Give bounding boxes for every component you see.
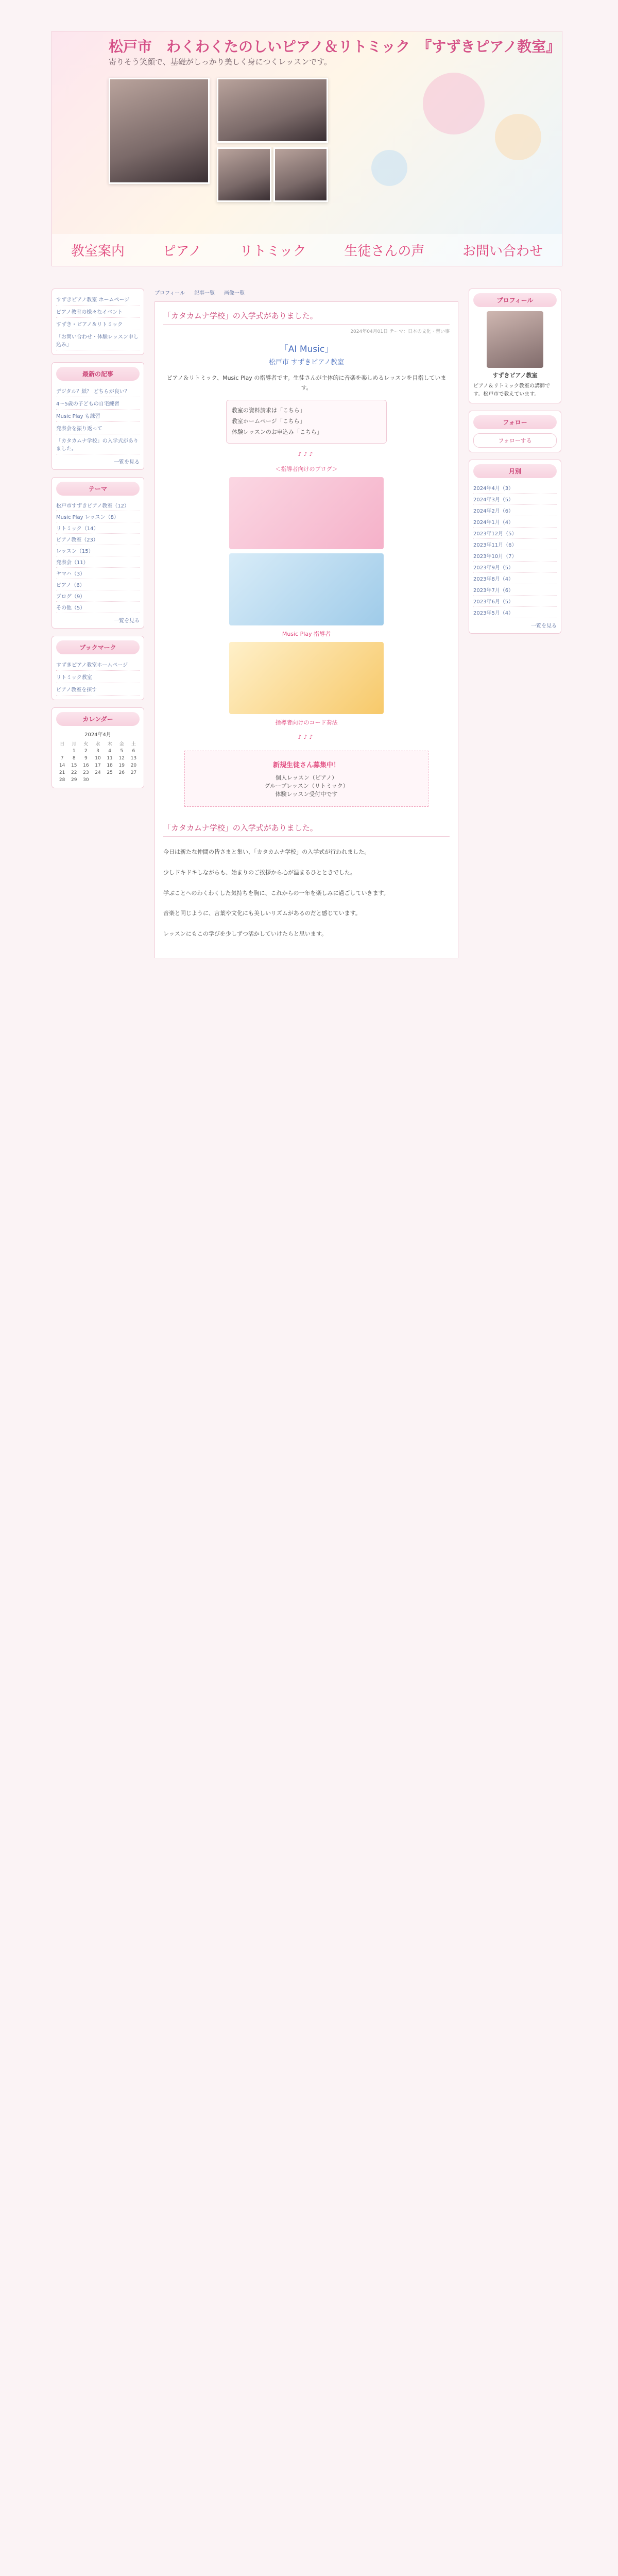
archive-link[interactable]: 2023年6月（5） [473,596,557,607]
calendar-day[interactable]: 29 [71,777,77,783]
article [154,301,458,958]
calendar-day[interactable]: 19 [118,763,125,768]
lesson-photo [217,147,271,202]
calendar-day[interactable]: 25 [107,770,113,775]
separator: ♪♪♪ [298,734,315,741]
bookmark-link[interactable]: リトミック教室 [56,671,140,683]
calendar-day[interactable]: 30 [83,777,89,783]
main-content [154,289,458,958]
calendar-table [56,740,140,784]
new-article-link[interactable]: 発表会を振り返って [56,422,140,434]
calendar-day [116,776,128,784]
header-nav [52,234,562,266]
more-link[interactable]: 一覧を見る [114,460,140,465]
calendar-weekday: 木 [107,742,112,747]
calendar-day[interactable]: 14 [59,763,65,768]
body-paragraph: 少しドキドキしながらも、始まりのご挨拶から心が温まるひとときでした。 [163,869,356,876]
caption-music-play: Music Play 指導者 [282,631,331,638]
link-homepage[interactable]: 教室ホームページ「こちら」 [232,418,305,425]
theme-title: テーマ [56,482,140,496]
calendar-day[interactable]: 24 [95,770,101,775]
theme-link[interactable]: レッスン（15） [56,545,140,556]
body-paragraph: 音楽と同じように、言葉や文化にも美しいリズムがあるのだと感じています。 [163,910,361,917]
calendar-day[interactable]: 9 [84,756,88,761]
calendar-day [128,776,140,784]
separator: ♪♪♪ [298,451,315,458]
calendar-day[interactable]: 28 [59,777,65,783]
more-link[interactable]: 一覧を見る [531,623,557,629]
article-title[interactable]: 「カタカムナ学校」の入学式がありました。 [163,310,450,325]
theme-link[interactable]: リトミック（14） [56,522,140,534]
bokeh-decor [423,73,485,134]
banner-image[interactable] [229,553,384,625]
link-brochure[interactable]: 教室の資料請求は「こちら」 [232,407,305,414]
theme-link[interactable]: 発表会（11） [56,556,140,568]
archive-link[interactable]: 2023年12月（5） [473,528,557,539]
calendar-weekday: 日 [60,742,65,747]
body-paragraph: レッスンにもこの学びを少しずつ活かしていけたらと思います。 [163,930,328,938]
ai-music-title: 「AI Music」 [279,344,334,354]
crumb-articles[interactable]: 記事一覧 [194,291,215,296]
calendar-box [52,707,144,788]
bokeh-decor [371,150,407,186]
caption-teacher-blog: ＜指導者向けのブログ＞ [275,466,338,473]
calendar-day[interactable]: 11 [107,756,113,761]
banner-image[interactable] [229,477,384,549]
calendar-month: 2024年4月 [84,732,111,738]
archive-title: 月別 [473,464,557,478]
archive-link[interactable]: 2023年9月（5） [473,562,557,573]
follow-title: フォロー [473,415,557,429]
archive-link[interactable]: 2024年4月（3） [473,482,557,494]
site-header [52,31,562,266]
calendar-weekday: 金 [119,742,124,747]
calendar-day[interactable]: 21 [59,770,65,775]
new-article-link[interactable]: 4〜5歳の子どもの自宅練習 [56,397,140,410]
profile-name[interactable]: すずきピアノ教室 [492,372,538,379]
quick-link[interactable]: すずきピアノ教室 ホームページ [56,293,140,306]
recruit-title: 新規生徒さん募集中！ [272,761,340,770]
header-title[interactable]: 松戸市 わくわくたのしいピアノ＆リトミック 『すずきピアノ教室』 [109,38,561,55]
new-article-link[interactable]: デジタル？紙？ どちらが良い？ [56,385,140,397]
follow-button[interactable]: フォローする [473,433,557,448]
calendar-weekday: 月 [72,742,77,747]
calendar-day[interactable]: 2 [84,749,88,754]
calendar-day[interactable]: 12 [118,756,125,761]
theme-link[interactable]: 松戸市すずきピアノ教室（12） [56,500,140,511]
banner-image[interactable] [229,642,384,714]
ai-music-subtitle: 松戸市 すずきピアノ教室 [268,359,345,366]
theme-link[interactable]: ブログ（9） [56,590,140,602]
profile-desc: ピアノ＆リトミック教室の講師です。松戸市で教えています。 [473,383,550,397]
link-box [226,400,387,444]
calendar-day[interactable]: 8 [72,756,76,761]
archive-link[interactable]: 2023年10月（7） [473,550,557,562]
nav-rhythmic[interactable]: リトミック [239,243,306,259]
theme-link[interactable]: ピアノ（6） [56,579,140,590]
theme-link[interactable]: Music Play レッスン（8） [56,511,140,522]
bokeh-decor [495,114,541,160]
quick-links [52,289,144,355]
bookmark-link[interactable]: すずきピアノ教室ホームページ [56,658,140,671]
calendar-day[interactable]: 18 [107,763,113,768]
archive-box [469,460,561,634]
calendar-day[interactable]: 17 [95,763,101,768]
new-articles [52,362,144,470]
archive-link[interactable]: 2023年11月（6） [473,539,557,550]
calendar-day[interactable]: 22 [71,770,77,775]
calendar-day[interactable]: 16 [83,763,89,768]
nav-contact[interactable]: お問い合わせ [462,243,543,259]
quick-link[interactable]: すずき・ピアノ＆リトミック [56,318,140,330]
nav-classroom[interactable]: 教室案内 [71,243,125,259]
archive-link[interactable]: 2023年5月（4） [473,607,557,618]
nav-voices[interactable]: 生徒さんの声 [344,243,425,259]
teacher-photo [109,78,210,184]
calendar-day [92,776,104,784]
theme-link[interactable]: ヤマハ（3） [56,568,140,579]
main-crumbs [154,289,458,296]
link-trial[interactable]: 体験レッスンのお申込み「こちら」 [232,429,322,436]
calendar-day[interactable]: 23 [83,770,89,775]
quick-link[interactable]: 「お問い合わせ・体験レッスン申し込み」 [56,330,140,350]
left-sidebar [52,289,144,795]
calendar-day[interactable]: 4 [108,749,111,754]
calendar-day[interactable]: 3 [96,749,99,754]
body-paragraph: 学ぶことへのわくわくした気持ちを胸に、これからの一年を楽しみに過ごしていきます。 [163,889,389,896]
body-paragraph: 今日は新たな仲間の皆さまと集い、「カタカムナ学校」の入学式が行われました。 [163,849,370,856]
calendar-day[interactable]: 13 [130,756,137,761]
recruit-line[interactable]: 体験レッスン受付中です [275,791,338,798]
new-article-link[interactable]: Music Play も練習 [56,410,140,422]
profile-title: プロフィール [473,293,557,307]
calendar-day[interactable]: 1 [72,749,76,754]
recruit-line: 個人レッスン（ピアノ） [275,774,337,782]
new-articles-title: 最新の記事 [56,367,140,381]
crumb-profile[interactable]: プロフィール [154,291,185,296]
calendar-day [56,748,68,755]
theme-box [52,477,144,629]
calendar-day[interactable]: 15 [71,763,77,768]
calendar-day[interactable]: 5 [120,749,124,754]
right-sidebar [469,289,561,641]
lesson-photo [273,147,328,202]
archive-link[interactable]: 2023年7月（6） [473,584,557,596]
calendar-title: カレンダー [56,712,140,726]
calendar-weekday: 火 [83,742,89,747]
article-meta: 2024年04月01日 テーマ：日本の文化・習い事 [350,329,450,334]
recruit-box [184,751,428,807]
crumb-images[interactable]: 画像一覧 [224,291,245,296]
calendar-day[interactable]: 27 [130,770,137,775]
nav-piano[interactable]: ピアノ [162,243,202,259]
calendar-weekday: 水 [95,742,100,747]
calendar-day[interactable]: 7 [60,756,64,761]
bookmark-title: ブックマーク [56,640,140,654]
bookmark-box [52,636,144,700]
theme-link[interactable]: その他（5） [56,602,140,613]
header-subtitle: 寄りそう笑顔で、基礎がしっかり美しく身につくレッスンです。 [109,57,332,66]
new-article-link[interactable]: 「カタカムナ学校」の入学式がありました。 [56,434,140,454]
archive-link[interactable]: 2023年8月（4） [473,573,557,584]
quick-link[interactable]: ピアノ教室の様々なイベント [56,306,140,318]
body-heading: 「カタカムナ学校」の入学式がありました。 [163,822,450,837]
calendar-day[interactable]: 10 [95,756,101,761]
more-link[interactable]: 一覧を見る [114,618,140,624]
intro-text: ピアノ＆リトミック、Music Play の指導者です。生徒さんが主体的に音楽を楽しめるレッスンを目指しています。 [166,375,447,391]
theme-link[interactable]: ピアノ教室（23） [56,534,140,545]
calendar-day[interactable]: 6 [132,749,135,754]
caption-chord: 指導者向けのコード奏法 [275,719,338,726]
follow-box [469,411,561,452]
calendar-day[interactable]: 26 [118,770,125,775]
bookmark-link[interactable]: ピアノ教室を探す [56,683,140,696]
profile-box [469,289,561,403]
avatar[interactable] [487,311,543,368]
recruit-line: グループレッスン（リトミック） [264,783,349,790]
calendar-day [104,776,116,784]
calendar-day[interactable]: 20 [130,763,137,768]
calendar-weekday: 土 [131,742,136,747]
archive-link[interactable]: 2024年1月（4） [473,516,557,528]
lesson-photo [217,78,328,143]
archive-link[interactable]: 2024年2月（6） [473,505,557,516]
archive-link[interactable]: 2024年3月（5） [473,494,557,505]
